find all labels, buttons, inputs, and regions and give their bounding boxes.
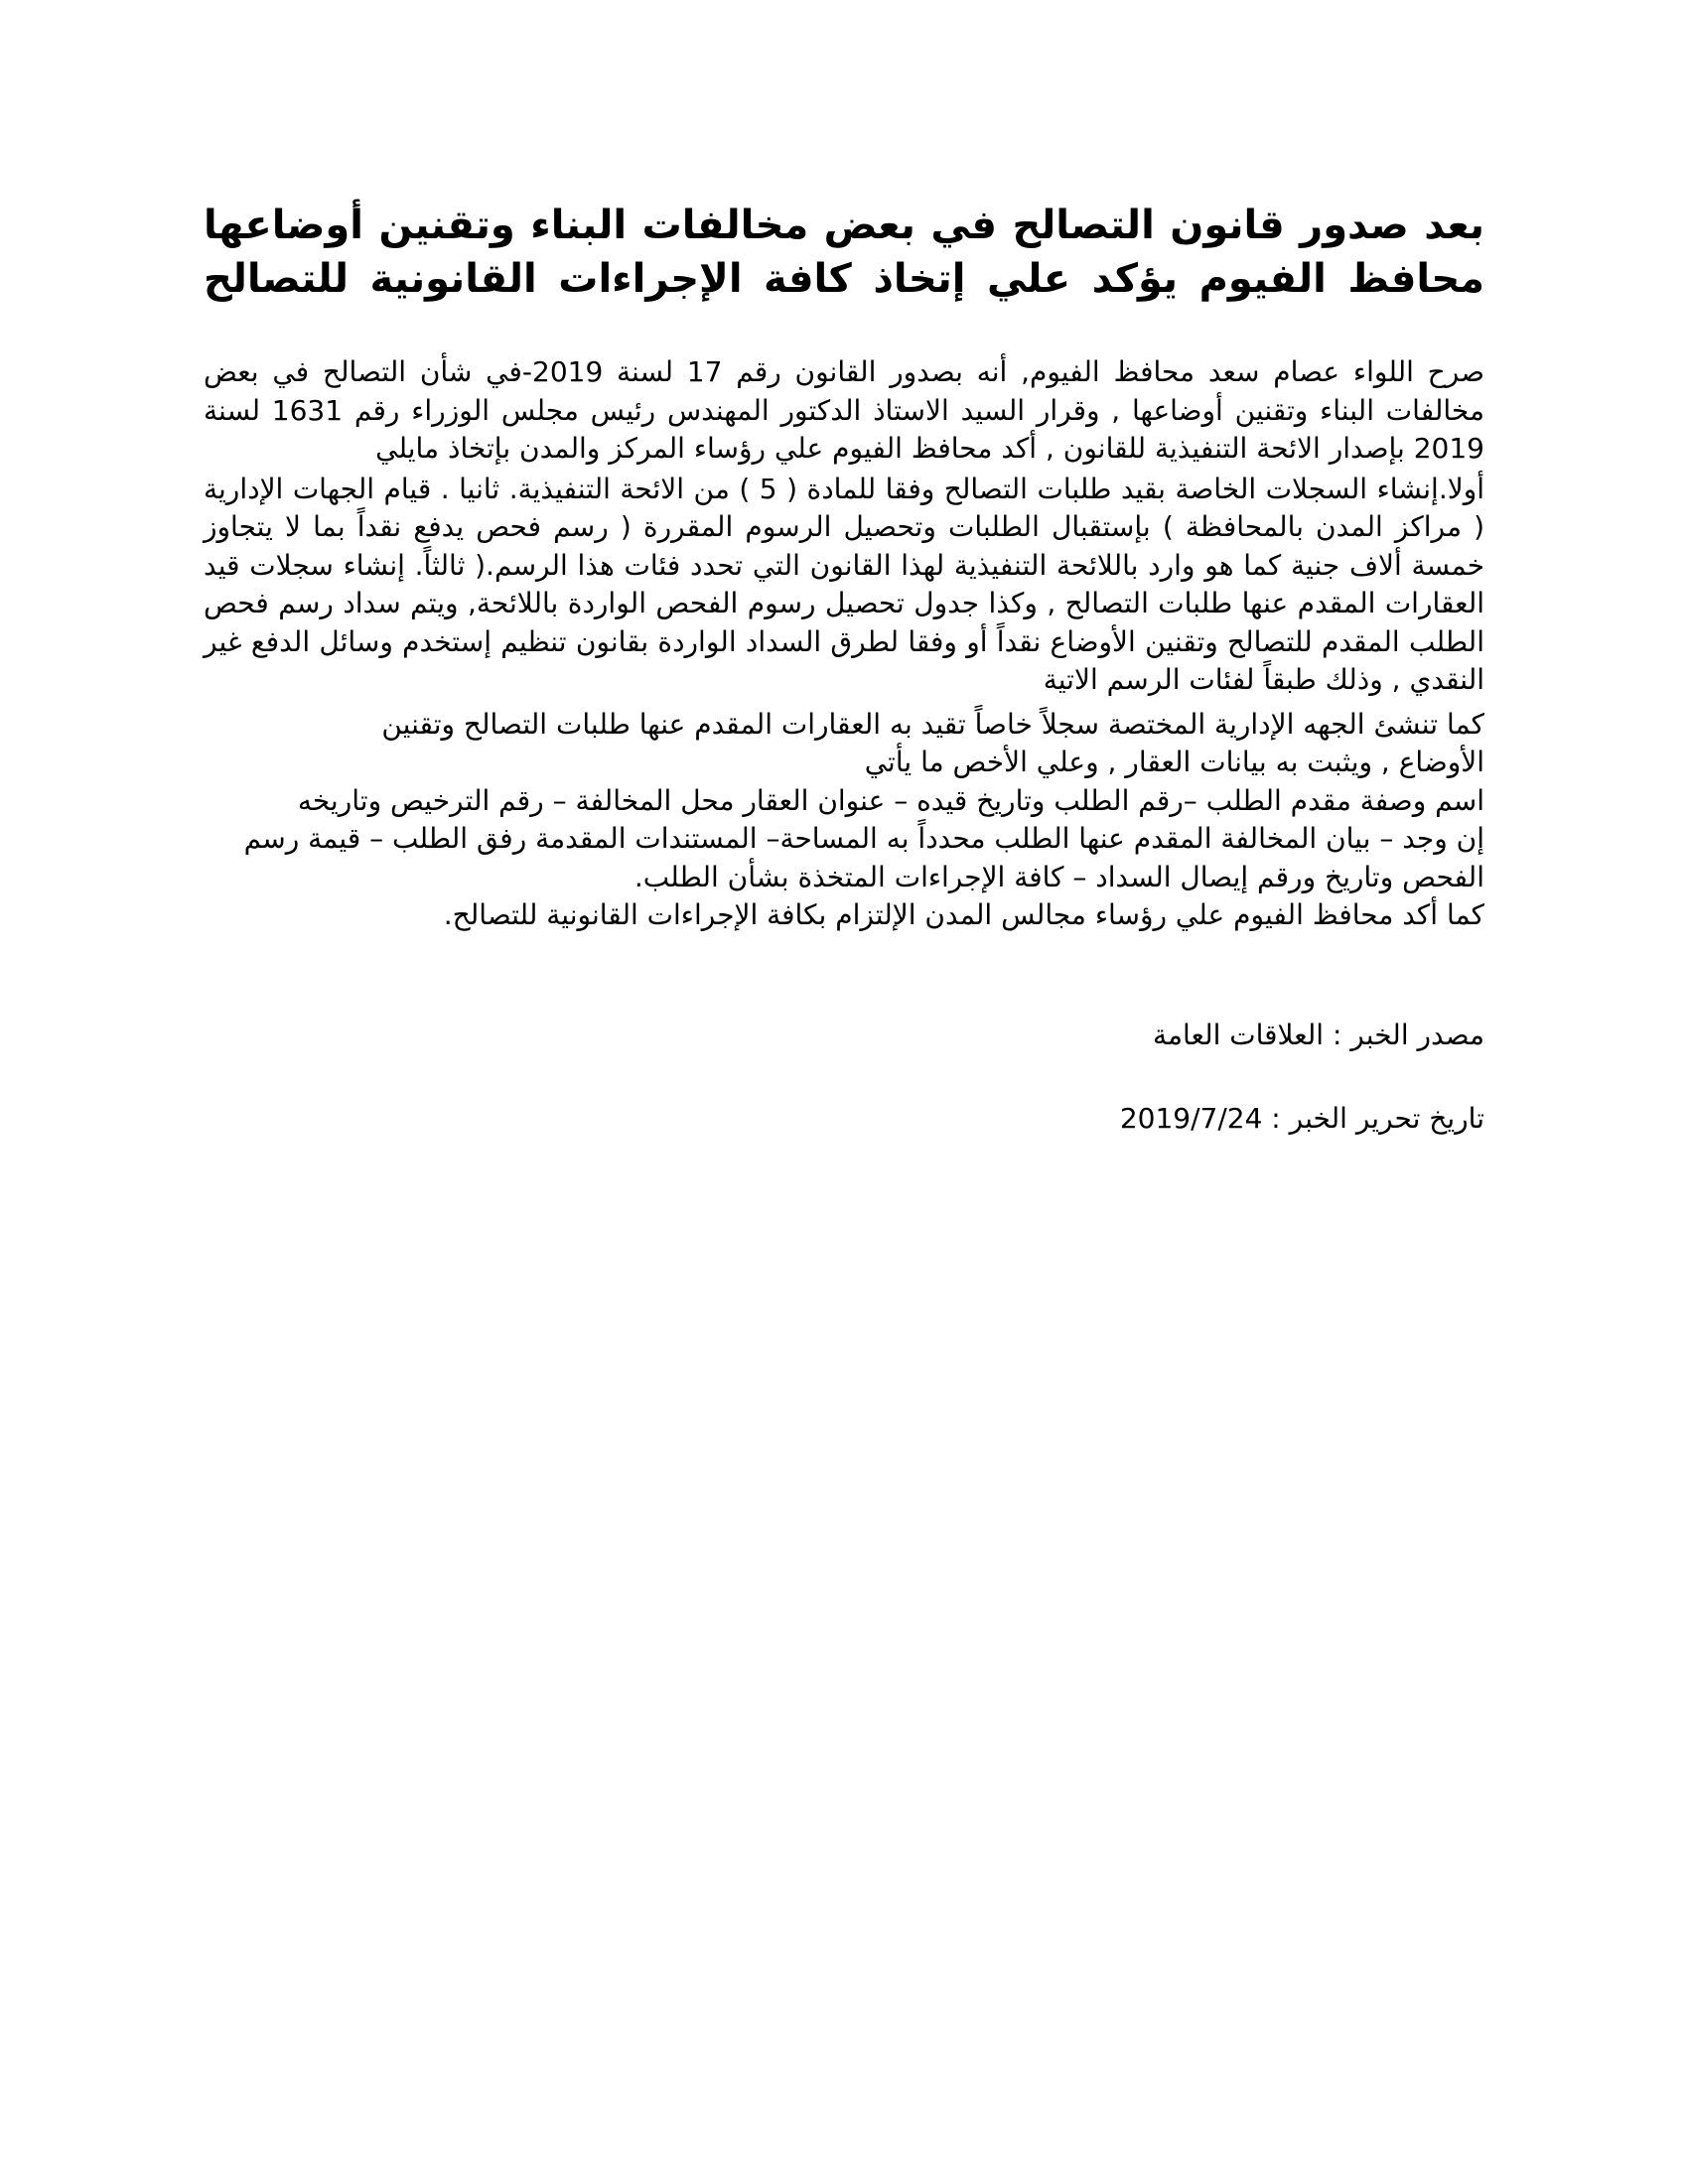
article-title-line-2: محافظ الفيوم يؤكد علي إتخاذ كافة الإجراءات القانونية للتصالح [204,256,1484,302]
paragraph-fields-line-3: الفحص وتاريخ ورقم إيصال السداد – كافة الإجراءات المتخذة بشأن الطلب. [633,860,1484,893]
paragraph-registry-line-1: كما تنشئ الجهه الإدارية المختصة سجلاً خاصاً تقيد به العقارات المقدم عنها طلبات التصالح وتقنين [381,707,1484,741]
paragraph-registry-line-2: الأوضاع , ويثبت به بيانات العقار , وعلي الأخص ما يأتي [864,746,1484,778]
article-title [204,199,1484,306]
article [204,199,1484,1138]
article-body [204,353,1484,935]
paragraph-steps: أولا.إنشاء السجلات الخاصة بقيد طلبات التصالح وفقا للمادة ( 5 ) من الائحة التنفيذية. ثانيا . قيام الجهات الإدارية ( مراكز المدن بالمحافظة ) بإستقبال الطلبات وتحصيل الرسوم المقررة ( رسم فحص يدفع نقداً بما لا يتجاوز خمسة ألاف جنية كما هو وارد باللائحة التنفيذية لهذا القانون التي تحدد فئات هذا الرسم.( ثالثاً. إنشاء سجلات قيد العقارات المقدم عنها طلبات التصالح , وكذا جدول تحصيل رسوم الفحص الواردة باللائحة, ويتم سداد رسم فحص الطلب المقدم للتصالح وتقنين الأوضاع نقداً أو وفقا لطرق السداد الواردة بقانون تنظيم إستخدم وسائل الدفع غير النقدي , وذلك طبقاً لفئات الرسم الاتية [204,472,1484,696]
article-title-line-1: بعد صدور قانون التصالح في بعض مخالفات البناء وتقنين أوضاعها [204,203,1484,248]
news-date: تاريخ تحرير الخبر : 2019/7/24 [1119,1101,1484,1135]
news-source: مصدر الخبر : العلاقات العامة [1153,1018,1484,1051]
paragraph-registry [204,706,1484,782]
paragraph-intro: صرح اللواء عصام سعد محافظ الفيوم, أنه بصدور القانون رقم 17 لسنة 2019-في شأن التصالح في بعض مخالفات البناء وتقنين أوضاعها , وقرار السيد الاستاذ الدكتور المهندس رئيس مجلس الوزراء رقم 1631 لسنة 2019 بإصدار الائحة التنفيذية للقانون , أكد محافظ الفيوم علي رؤساء المركز والمدن بإتخاذ مايلي [204,355,1484,465]
paragraph-fields [204,782,1484,935]
paragraph-fields-line-4: كما أكد محافظ الفيوم علي رؤساء مجالس المدن الإلتزام بكافة الإجراءات القانونية للتصالح. [443,898,1484,931]
paragraph-fields-line-2: إن وجد – بيان المخالفة المقدم عنها الطلب محدداً به المساحة– المستندات المقدمة رفق الطلب – قيمة رسم [243,822,1484,855]
paragraph-fields-line-1: اسم وصفة مقدم الطلب –رقم الطلب وتاريخ قيده – عنوان العقار محل المخالفة – رقم الترخيص وتاريخه [297,783,1484,817]
